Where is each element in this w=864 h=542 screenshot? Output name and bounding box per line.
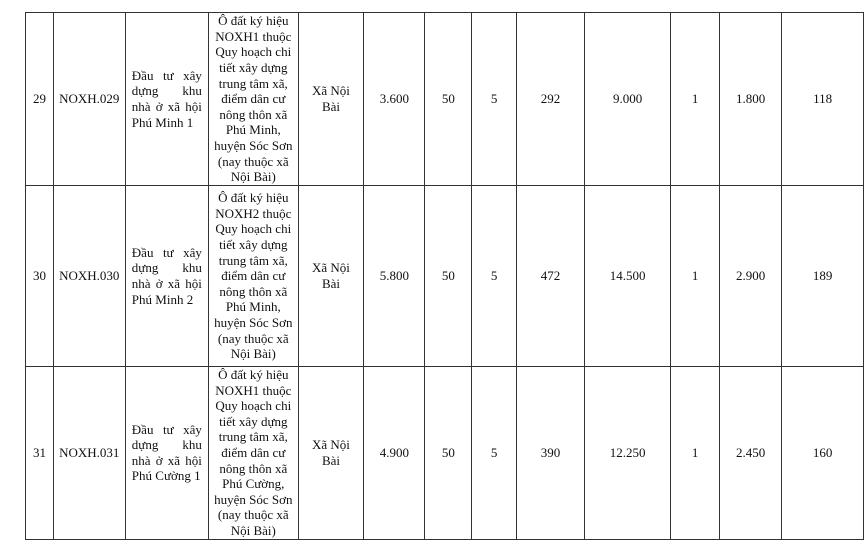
location-description-cell: Ô đất ký hiệu NOXH2 thuộc Quy hoạch chi tiết xây dựng trung tâm xã, điểm dân cư nông thôn xã Phú Minh, huyện Sóc Sơn (nay thuộc xã Nội Bài) — [208, 186, 298, 367]
value-cell: 12.250 — [585, 367, 671, 540]
stt-cell: 30 — [26, 186, 54, 367]
value-cell: 292 — [516, 13, 584, 186]
project-code-cell: NOXH.029 — [54, 13, 126, 186]
value-cell: 2.900 — [720, 186, 782, 367]
table-row — [26, 367, 864, 540]
value-cell: 1 — [671, 186, 720, 367]
value-cell: 2.450 — [720, 367, 782, 540]
value-cell: 390 — [516, 367, 584, 540]
commune-cell: Xã Nội Bài — [298, 186, 364, 367]
value-cell: 118 — [782, 13, 864, 186]
value-cell: 50 — [425, 186, 472, 367]
project-name-cell: Đầu tư xây dựng khu nhà ở xã hội Phú Minh 1 — [125, 13, 208, 186]
location-description-cell: Ô đất ký hiệu NOXH1 thuộc Quy hoạch chi tiết xây dựng trung tâm xã, điểm dân cư nông thôn xã Phú Minh, huyện Sóc Sơn (nay thuộc xã Nội Bài) — [208, 13, 298, 186]
value-cell: 50 — [425, 367, 472, 540]
value-cell: 160 — [782, 367, 864, 540]
project-name-cell: Đầu tư xây dựng khu nhà ở xã hội Phú Minh 2 — [125, 186, 208, 367]
value-cell: 1 — [671, 367, 720, 540]
project-code-cell: NOXH.031 — [54, 367, 126, 540]
value-cell: 1.800 — [720, 13, 782, 186]
project-table — [25, 12, 864, 540]
table-row — [26, 13, 864, 186]
value-cell: 472 — [516, 186, 584, 367]
value-cell: 50 — [425, 13, 472, 186]
location-description-cell: Ô đất ký hiệu NOXH1 thuộc Quy hoạch chi tiết xây dựng trung tâm xã, điểm dân cư nông thôn xã Phú Cường, huyện Sóc Sơn (nay thuộc xã Nội Bài) — [208, 367, 298, 540]
value-cell: 189 — [782, 186, 864, 367]
value-cell: 3.600 — [364, 13, 425, 186]
value-cell: 5 — [472, 13, 516, 186]
commune-cell: Xã Nội Bài — [298, 13, 364, 186]
commune-cell: Xã Nội Bài — [298, 367, 364, 540]
stt-cell: 31 — [26, 367, 54, 540]
project-code-cell: NOXH.030 — [54, 186, 126, 367]
value-cell: 5.800 — [364, 186, 425, 367]
value-cell: 9.000 — [585, 13, 671, 186]
value-cell: 5 — [472, 186, 516, 367]
table-row — [26, 186, 864, 367]
value-cell: 5 — [472, 367, 516, 540]
project-name-cell: Đầu tư xây dựng khu nhà ở xã hội Phú Cường 1 — [125, 367, 208, 540]
stt-cell: 29 — [26, 13, 54, 186]
value-cell: 4.900 — [364, 367, 425, 540]
value-cell: 14.500 — [585, 186, 671, 367]
value-cell: 1 — [671, 13, 720, 186]
